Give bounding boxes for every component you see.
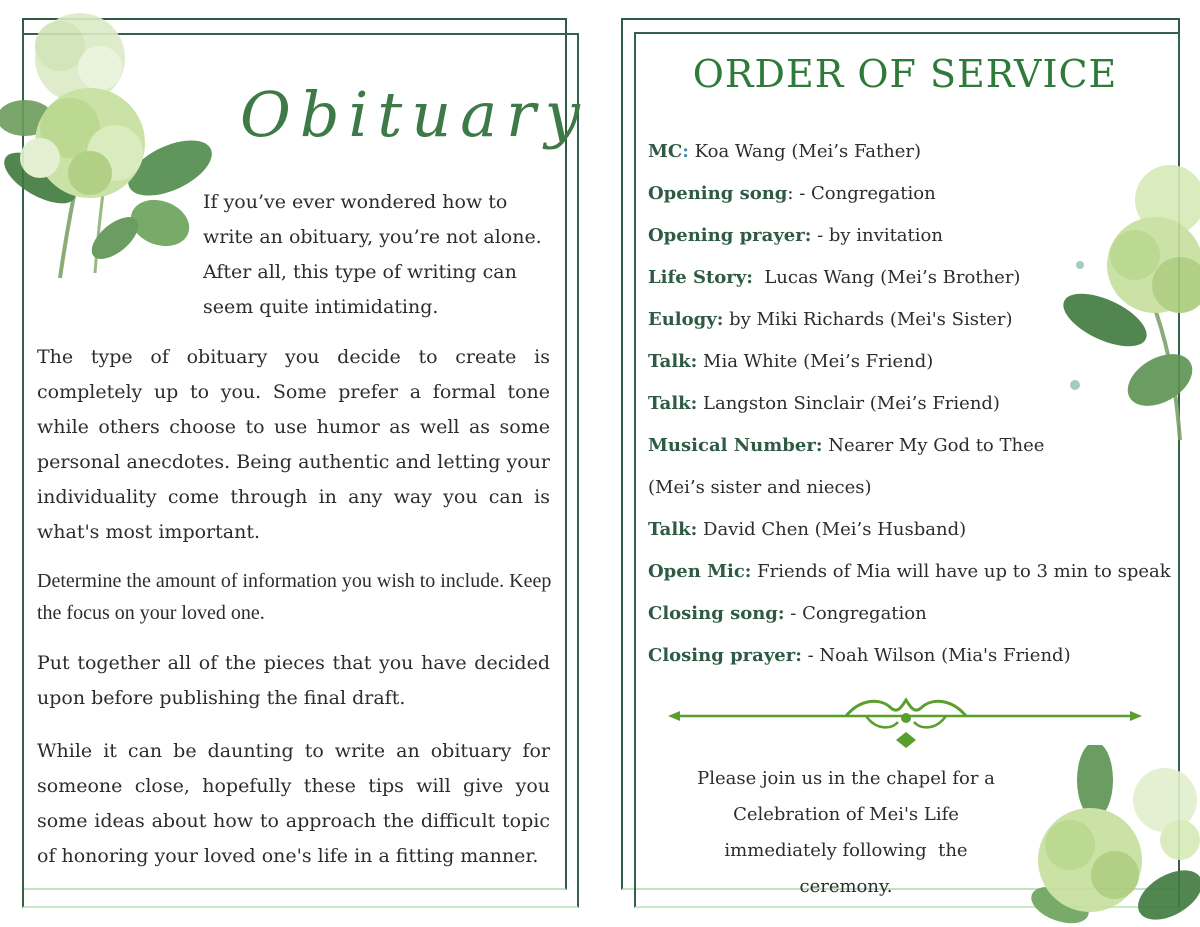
obituary-paragraph: While it can be daunting to write an obituary for someone close, hopefully these tips will give you some ideas about how to approach the difficult topic of honoring your loved one's life in a fitting manner.: [37, 740, 550, 867]
obituary-paragraph: Determine the amount of information you wish to include. Keep the focus on your loved one.: [37, 570, 552, 624]
hydrangea-illustration-top-left: [0, 8, 225, 293]
obituary-intro: If you’ve ever wondered how to write an obituary, you’re not alone. After all, this type of writing can seem quite intimidating.: [203, 191, 542, 318]
celebration-invitation: [686, 761, 1006, 905]
invitation-line: ceremony.: [799, 876, 893, 897]
ornamental-divider: [666, 696, 1146, 751]
invitation-line: Please join us in the chapel for a: [697, 768, 995, 789]
service-item-life-story: Life Story: Lucas Wang (Mei’s Brother): [648, 267, 1021, 288]
hydrangea-illustration-bottom-right: [1030, 745, 1200, 927]
service-item-opening-song: Opening song: - Congregation: [648, 183, 936, 204]
service-item-musical-number-note: (Mei’s sister and nieces): [648, 477, 872, 498]
obituary-title: Obituary: [240, 78, 589, 151]
obituary-paragraph: Put together all of the pieces that you have decided upon before publishing the final draft.: [37, 652, 550, 709]
service-item-closing-prayer: Closing prayer: - Noah Wilson (Mia's Friend): [648, 645, 1071, 666]
hydrangea-illustration-right: [1060, 155, 1200, 445]
service-item-open-mic: Open Mic: Friends of Mia will have up to 3 min to speak: [648, 561, 1171, 582]
service-item-opening-prayer: Opening prayer: - by invitation: [648, 225, 943, 246]
service-item-talk: Talk: Mia White (Mei’s Friend): [648, 351, 934, 372]
order-of-service-title: ORDER OF SERVICE: [692, 52, 1118, 96]
invitation-line: Celebration of Mei's Life: [733, 804, 959, 825]
service-item-talk: Talk: David Chen (Mei’s Husband): [648, 519, 967, 540]
service-item-mc: MC: Koa Wang (Mei’s Father): [648, 141, 922, 162]
obituary-paragraph: The type of obituary you decide to create is completely up to you. Some prefer a formal tone while others choose to use humor as well as some personal anecdotes. Being authentic and letting your individuality come through in any way you can is what's most important.: [37, 346, 550, 543]
service-item-talk: Talk: Langston Sinclair (Mei’s Friend): [648, 393, 1000, 414]
invitation-line: immediately following the: [724, 840, 968, 861]
service-item-closing-song: Closing song: - Congregation: [648, 603, 927, 624]
service-item-musical-number: Musical Number: Nearer My God to Thee: [648, 435, 1045, 456]
service-item-eulogy: Eulogy: by Miki Richards (Mei's Sister): [648, 309, 1013, 330]
